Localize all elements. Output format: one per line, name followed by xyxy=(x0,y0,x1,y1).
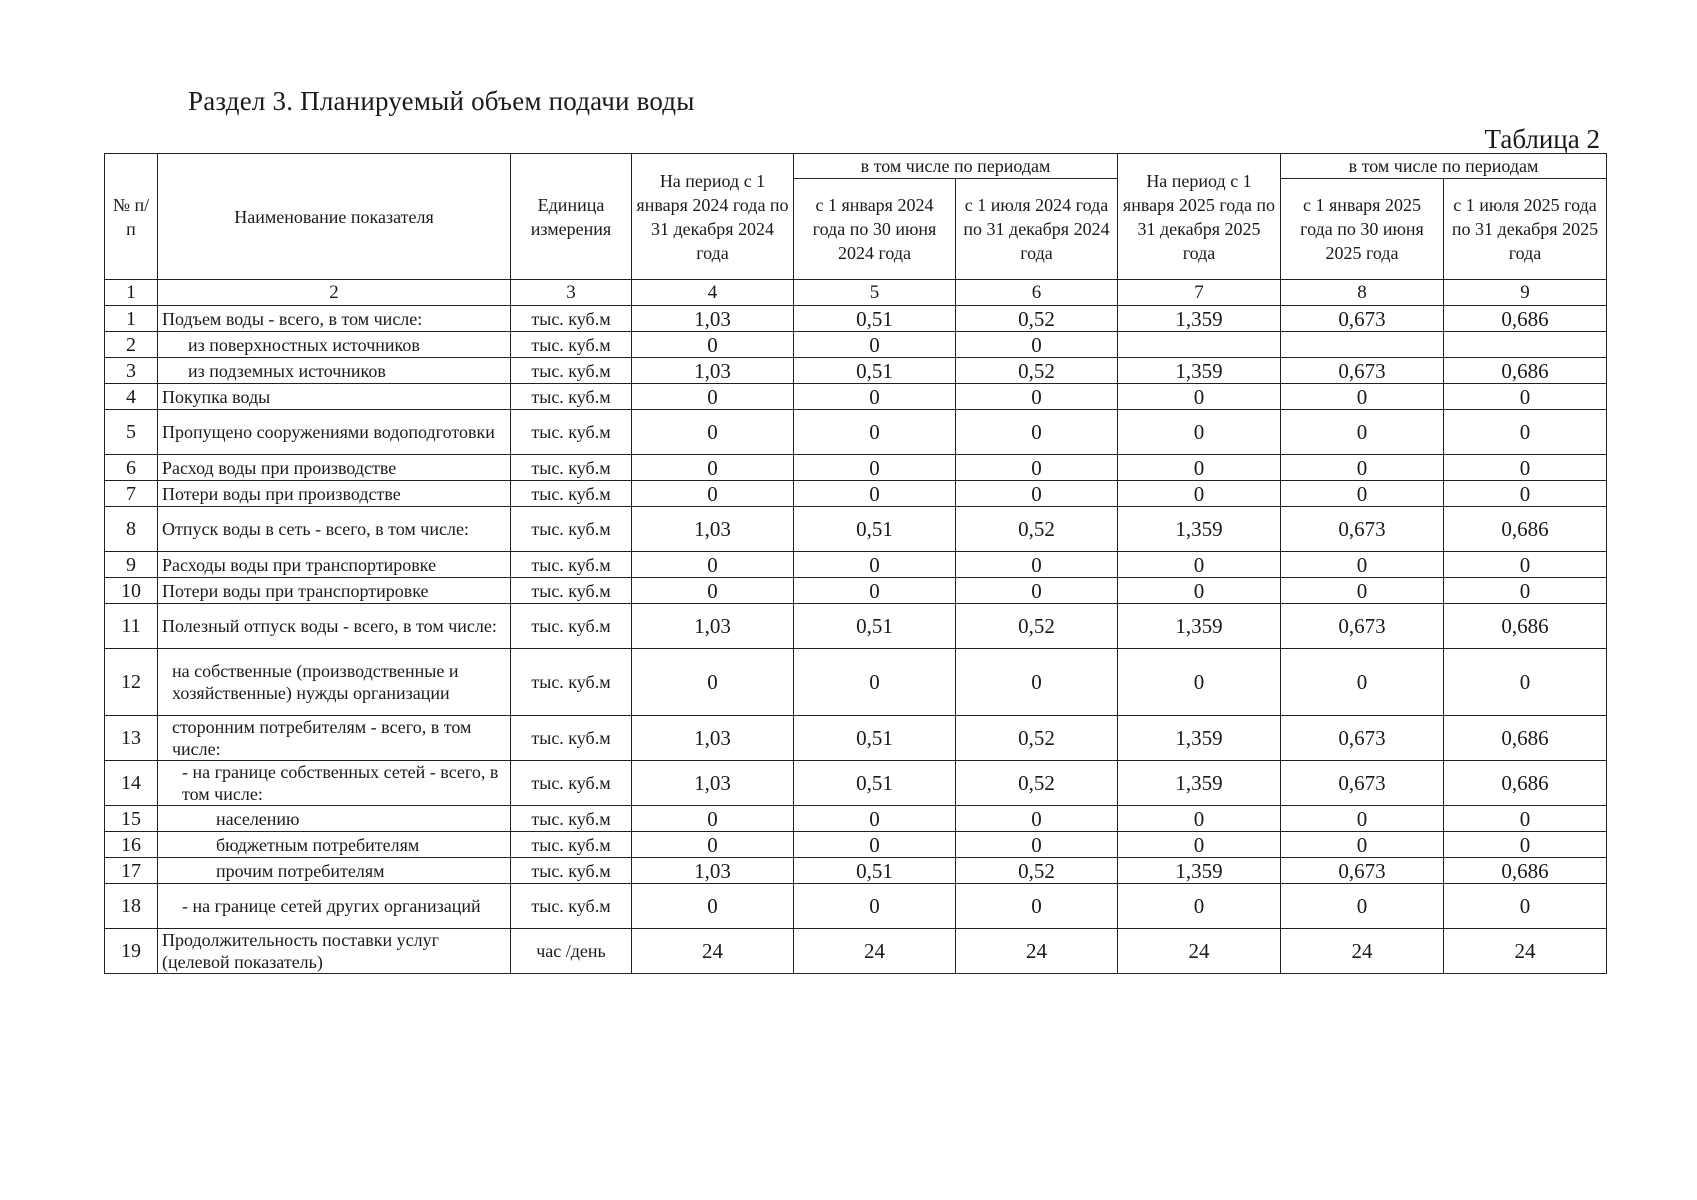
header-sub-2025: в том числе по периодам xyxy=(1281,154,1607,179)
value-cell: 0,52 xyxy=(956,507,1118,552)
value-cell: 0 xyxy=(794,455,956,481)
row-number: 16 xyxy=(105,832,158,858)
table-row xyxy=(105,332,1607,358)
indicator-name: Расходы воды при транспортировке xyxy=(158,552,511,578)
indicator-name: сторонним потребителям - всего, в том числе: xyxy=(158,716,511,761)
value-cell: 0 xyxy=(632,884,794,929)
value-cell: 0 xyxy=(1444,552,1607,578)
value-cell: 0 xyxy=(1444,384,1607,410)
row-number: 10 xyxy=(105,578,158,604)
row-number: 3 xyxy=(105,358,158,384)
value-cell: 0 xyxy=(632,410,794,455)
row-number: 5 xyxy=(105,410,158,455)
value-cell: 0 xyxy=(956,410,1118,455)
value-cell: 0 xyxy=(632,481,794,507)
value-cell: 0 xyxy=(956,884,1118,929)
table-row xyxy=(105,358,1607,384)
table-row xyxy=(105,858,1607,884)
indicator-name: прочим потребителям xyxy=(158,858,511,884)
value-cell: 0 xyxy=(1281,884,1444,929)
value-cell: 0 xyxy=(632,552,794,578)
value-cell: 0 xyxy=(632,455,794,481)
table-row xyxy=(105,832,1607,858)
value-cell: 0 xyxy=(794,384,956,410)
value-cell: 0 xyxy=(632,332,794,358)
column-number: 8 xyxy=(1281,280,1444,306)
unit-cell: тыс. куб.м xyxy=(511,716,632,761)
indicator-name: Продолжительность поставки услуг (целевой показатель) xyxy=(158,929,511,974)
value-cell: 0,673 xyxy=(1281,761,1444,806)
value-cell: 0 xyxy=(1444,410,1607,455)
value-cell: 0,673 xyxy=(1281,716,1444,761)
indicator-name: из подземных источников xyxy=(158,358,511,384)
value-cell: 0 xyxy=(956,455,1118,481)
indicator-name: Пропущено сооружениями водоподготовки xyxy=(158,410,511,455)
value-cell: 0 xyxy=(794,649,956,716)
value-cell: 24 xyxy=(632,929,794,974)
value-cell: 0,51 xyxy=(794,358,956,384)
indicator-name: Расход воды при производстве xyxy=(158,455,511,481)
indicator-name: Полезный отпуск воды - всего, в том числе: xyxy=(158,604,511,649)
value-cell: 0,686 xyxy=(1444,306,1607,332)
page-title: Раздел 3. Планируемый объем подачи воды xyxy=(188,86,695,116)
value-cell: 0 xyxy=(1118,832,1281,858)
value-cell: 1,03 xyxy=(632,507,794,552)
value-cell: 0 xyxy=(1118,552,1281,578)
unit-cell: тыс. куб.м xyxy=(511,806,632,832)
unit-cell: тыс. куб.м xyxy=(511,306,632,332)
value-cell: 0 xyxy=(1444,806,1607,832)
indicator-name: Покупка воды xyxy=(158,384,511,410)
value-cell: 0,673 xyxy=(1281,858,1444,884)
indicator-name: Отпуск воды в сеть - всего, в том числе: xyxy=(158,507,511,552)
value-cell: 0 xyxy=(632,832,794,858)
table-row xyxy=(105,578,1607,604)
value-cell: 0,673 xyxy=(1281,358,1444,384)
row-number: 14 xyxy=(105,761,158,806)
value-cell: 0,686 xyxy=(1444,604,1607,649)
value-cell: 1,03 xyxy=(632,858,794,884)
value-cell: 0 xyxy=(1444,649,1607,716)
value-cell: 0 xyxy=(632,578,794,604)
value-cell: 0 xyxy=(956,806,1118,832)
column-number: 6 xyxy=(956,280,1118,306)
table-row xyxy=(105,306,1607,332)
value-cell: 1,03 xyxy=(632,716,794,761)
column-number: 7 xyxy=(1118,280,1281,306)
table-row xyxy=(105,481,1607,507)
value-cell: 1,03 xyxy=(632,306,794,332)
row-number: 19 xyxy=(105,929,158,974)
value-cell: 0 xyxy=(794,332,956,358)
value-cell xyxy=(1281,332,1444,358)
value-cell: 0,686 xyxy=(1444,761,1607,806)
value-cell: 0,51 xyxy=(794,306,956,332)
unit-cell: тыс. куб.м xyxy=(511,858,632,884)
value-cell: 1,359 xyxy=(1118,358,1281,384)
unit-cell: тыс. куб.м xyxy=(511,884,632,929)
header-period-2025: На период с 1 января 2025 года по 31 декабря 2025 года xyxy=(1118,154,1281,280)
value-cell: 0,52 xyxy=(956,604,1118,649)
row-number: 9 xyxy=(105,552,158,578)
value-cell: 0,686 xyxy=(1444,858,1607,884)
unit-cell: тыс. куб.м xyxy=(511,410,632,455)
value-cell: 0 xyxy=(1281,455,1444,481)
value-cell: 0,52 xyxy=(956,306,1118,332)
unit-cell: тыс. куб.м xyxy=(511,455,632,481)
value-cell: 1,359 xyxy=(1118,306,1281,332)
value-cell: 0,51 xyxy=(794,507,956,552)
value-cell: 0 xyxy=(1281,410,1444,455)
value-cell: 1,03 xyxy=(632,761,794,806)
header-h2-2025: с 1 июля 2025 года по 31 декабря 2025 года xyxy=(1444,179,1607,280)
value-cell: 24 xyxy=(1444,929,1607,974)
table-row xyxy=(105,806,1607,832)
row-number: 11 xyxy=(105,604,158,649)
indicator-name: из поверхностных источников xyxy=(158,332,511,358)
value-cell: 1,359 xyxy=(1118,507,1281,552)
indicator-name: Подъем воды - всего, в том числе: xyxy=(158,306,511,332)
value-cell: 1,03 xyxy=(632,358,794,384)
column-number: 5 xyxy=(794,280,956,306)
value-cell: 0 xyxy=(1281,552,1444,578)
value-cell: 0 xyxy=(956,552,1118,578)
value-cell: 0 xyxy=(1444,578,1607,604)
header-number: № п/п xyxy=(105,154,158,280)
value-cell: 24 xyxy=(794,929,956,974)
table-row xyxy=(105,604,1607,649)
unit-cell: час /день xyxy=(511,929,632,974)
value-cell: 0,52 xyxy=(956,761,1118,806)
table-row xyxy=(105,384,1607,410)
row-number: 2 xyxy=(105,332,158,358)
water-supply-table xyxy=(104,153,1607,974)
table-row xyxy=(105,884,1607,929)
table-row xyxy=(105,929,1607,974)
unit-cell: тыс. куб.м xyxy=(511,552,632,578)
value-cell: 0 xyxy=(794,410,956,455)
value-cell: 0 xyxy=(1118,481,1281,507)
header-h1-2025: с 1 января 2025 года по 30 июня 2025 года xyxy=(1281,179,1444,280)
indicator-name: - на границе сетей других организаций xyxy=(158,884,511,929)
column-number-row xyxy=(105,280,1607,306)
value-cell: 0,673 xyxy=(1281,306,1444,332)
value-cell: 0 xyxy=(1444,481,1607,507)
value-cell: 0 xyxy=(1118,649,1281,716)
value-cell: 0,52 xyxy=(956,358,1118,384)
value-cell: 0 xyxy=(1281,832,1444,858)
header-period-2024: На период с 1 января 2024 года по 31 декабря 2024 года xyxy=(632,154,794,280)
unit-cell: тыс. куб.м xyxy=(511,832,632,858)
row-number: 17 xyxy=(105,858,158,884)
value-cell: 0,686 xyxy=(1444,716,1607,761)
value-cell: 24 xyxy=(1118,929,1281,974)
unit-cell: тыс. куб.м xyxy=(511,358,632,384)
value-cell: 0 xyxy=(956,832,1118,858)
table-row xyxy=(105,761,1607,806)
table-row xyxy=(105,716,1607,761)
unit-cell: тыс. куб.м xyxy=(511,332,632,358)
value-cell: 0,51 xyxy=(794,858,956,884)
value-cell: 0,673 xyxy=(1281,507,1444,552)
value-cell xyxy=(1444,332,1607,358)
value-cell: 1,359 xyxy=(1118,604,1281,649)
value-cell: 0,52 xyxy=(956,716,1118,761)
row-number: 7 xyxy=(105,481,158,507)
value-cell: 0 xyxy=(632,649,794,716)
value-cell: 0 xyxy=(1118,384,1281,410)
value-cell: 0 xyxy=(1281,578,1444,604)
column-number: 1 xyxy=(105,280,158,306)
row-number: 4 xyxy=(105,384,158,410)
value-cell: 0 xyxy=(1118,410,1281,455)
value-cell: 0,51 xyxy=(794,761,956,806)
value-cell: 0 xyxy=(956,649,1118,716)
indicator-name: - на границе собственных сетей - всего, в том числе: xyxy=(158,761,511,806)
value-cell: 0 xyxy=(632,806,794,832)
value-cell: 0 xyxy=(794,578,956,604)
indicator-name: Потери воды при транспортировке xyxy=(158,578,511,604)
value-cell: 0 xyxy=(956,481,1118,507)
value-cell: 0 xyxy=(1118,578,1281,604)
value-cell xyxy=(1118,332,1281,358)
value-cell: 0 xyxy=(956,578,1118,604)
value-cell: 0 xyxy=(1118,884,1281,929)
row-number: 6 xyxy=(105,455,158,481)
unit-cell: тыс. куб.м xyxy=(511,507,632,552)
value-cell: 24 xyxy=(956,929,1118,974)
unit-cell: тыс. куб.м xyxy=(511,384,632,410)
column-number: 2 xyxy=(158,280,511,306)
unit-cell: тыс. куб.м xyxy=(511,649,632,716)
value-cell: 0 xyxy=(632,384,794,410)
indicator-name: Потери воды при производстве xyxy=(158,481,511,507)
row-number: 8 xyxy=(105,507,158,552)
column-number: 4 xyxy=(632,280,794,306)
value-cell: 0 xyxy=(794,552,956,578)
value-cell: 0 xyxy=(794,806,956,832)
value-cell: 0 xyxy=(1444,832,1607,858)
value-cell: 0 xyxy=(1281,806,1444,832)
value-cell: 0,52 xyxy=(956,858,1118,884)
table-row xyxy=(105,455,1607,481)
value-cell: 1,359 xyxy=(1118,716,1281,761)
value-cell: 0 xyxy=(794,481,956,507)
value-cell: 0 xyxy=(794,884,956,929)
table-row xyxy=(105,410,1607,455)
indicator-name: населению xyxy=(158,806,511,832)
table-label: Таблица 2 xyxy=(1484,124,1600,154)
value-cell: 0 xyxy=(1444,455,1607,481)
value-cell: 0 xyxy=(956,384,1118,410)
table-row xyxy=(105,649,1607,716)
unit-cell: тыс. куб.м xyxy=(511,481,632,507)
value-cell: 0,686 xyxy=(1444,507,1607,552)
value-cell: 24 xyxy=(1281,929,1444,974)
column-number: 9 xyxy=(1444,280,1607,306)
value-cell: 0 xyxy=(1281,481,1444,507)
row-number: 12 xyxy=(105,649,158,716)
value-cell: 0,673 xyxy=(1281,604,1444,649)
unit-cell: тыс. куб.м xyxy=(511,761,632,806)
value-cell: 0 xyxy=(1118,455,1281,481)
indicator-name: на собственные (производственные и хозяйственные) нужды организации xyxy=(158,649,511,716)
value-cell: 0 xyxy=(1281,649,1444,716)
row-number: 15 xyxy=(105,806,158,832)
row-number: 13 xyxy=(105,716,158,761)
value-cell: 1,359 xyxy=(1118,761,1281,806)
row-number: 18 xyxy=(105,884,158,929)
value-cell: 0,686 xyxy=(1444,358,1607,384)
value-cell: 0 xyxy=(794,832,956,858)
value-cell: 1,359 xyxy=(1118,858,1281,884)
value-cell: 0,51 xyxy=(794,604,956,649)
header-sub-2024: в том числе по периодам xyxy=(794,154,1118,179)
header-row xyxy=(105,154,1607,179)
row-number: 1 xyxy=(105,306,158,332)
header-name: Наименование показателя xyxy=(158,154,511,280)
header-h1-2024: с 1 января 2024 года по 30 июня 2024 года xyxy=(794,179,956,280)
table-row xyxy=(105,552,1607,578)
unit-cell: тыс. куб.м xyxy=(511,604,632,649)
header-unit: Единица измерения xyxy=(511,154,632,280)
header-h2-2024: с 1 июля 2024 года по 31 декабря 2024 года xyxy=(956,179,1118,280)
value-cell: 0 xyxy=(1118,806,1281,832)
value-cell: 1,03 xyxy=(632,604,794,649)
table-row xyxy=(105,507,1607,552)
unit-cell: тыс. куб.м xyxy=(511,578,632,604)
value-cell: 0 xyxy=(1281,384,1444,410)
value-cell: 0,51 xyxy=(794,716,956,761)
column-number: 3 xyxy=(511,280,632,306)
value-cell: 0 xyxy=(1444,884,1607,929)
value-cell: 0 xyxy=(956,332,1118,358)
indicator-name: бюджетным потребителям xyxy=(158,832,511,858)
